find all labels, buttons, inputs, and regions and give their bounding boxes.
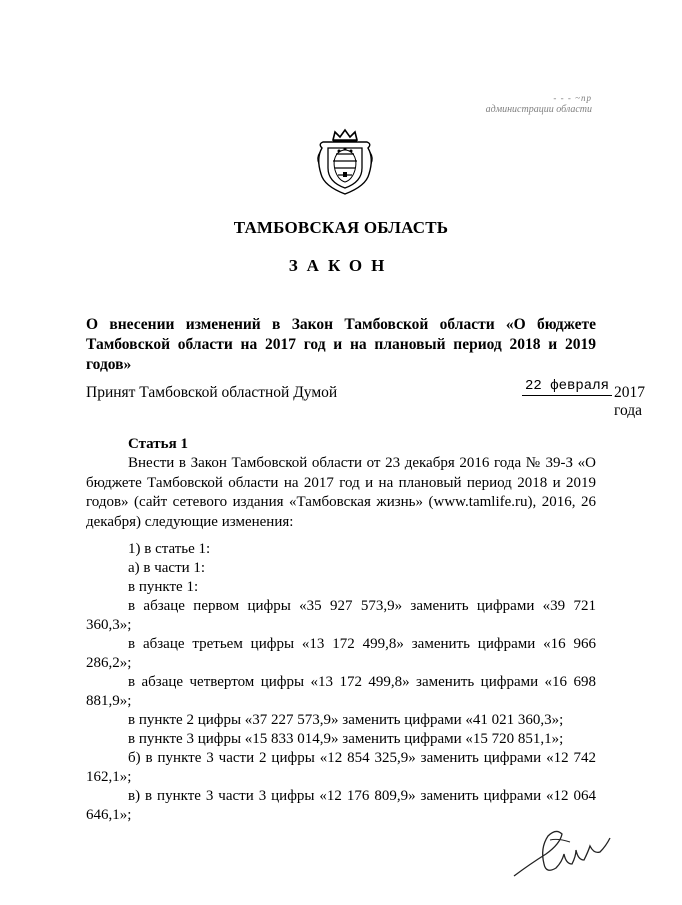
stamp-line-2: администрации области (485, 104, 592, 115)
list-item: б) в пункте 3 части 2 цифры «12 854 325,9» заменить цифрами «12 742 162,1»; (86, 750, 596, 785)
signature-icon (510, 824, 620, 884)
registration-stamp (452, 92, 592, 116)
region-title: ТАМБОВСКАЯ ОБЛАСТЬ (233, 218, 449, 237)
law-subject: О внесении изменений в Закон Тамбовской области «О бюджете Тамбовской области на 2017 год и на плановый период 2018 и 2019 годов» (86, 316, 596, 373)
list-item: в пункте 1: (128, 579, 199, 595)
adoption-date: 22 февраля (522, 378, 612, 396)
list-item: в абзаце первом цифры «35 927 573,9» заменить цифрами «39 721 360,3»; (86, 598, 596, 633)
adoption-line (86, 378, 645, 419)
stamp-line-1: - - - ~пр (553, 93, 592, 103)
list-item: в абзаце четвертом цифры «13 172 499,8» заменить цифрами «16 698 881,9»; (86, 674, 596, 709)
list-item: 1) в статье 1: (128, 541, 211, 557)
list-item: в абзаце третьем цифры «13 172 499,8» заменить цифрами «16 966 286,2»; (86, 636, 596, 671)
list-item: в пункте 2 цифры «37 227 573,9» заменить цифрами «41 021 360,3»; (128, 712, 564, 728)
article-intro: Внести в Закон Тамбовской области от 23 декабря 2016 года № 39-З «О бюджете Тамбовской области на 2017 год и на плановый период 2018 и 2019 годов» (сайт сетевого издания «Тамбовская жизнь» (www.tamlife.ru), 2016, 26 декабря) следующие изменения: (86, 455, 596, 530)
list-item: в) в пункте 3 части 3 цифры «12 176 809,9» заменить цифрами «12 064 646,1»; (86, 788, 596, 823)
list-item: в пункте 3 цифры «15 833 014,9» заменить цифрами «15 720 851,1»; (128, 731, 564, 747)
document-type-title: ЗАКОН (288, 256, 394, 275)
article-1 (86, 436, 596, 532)
coat-of-arms-icon (314, 128, 376, 198)
list-item: а) в части 1: (128, 560, 206, 576)
adoption-year: 2017 года (614, 384, 645, 419)
adopted-by: Принят Тамбовской областной Думой (86, 384, 338, 401)
article-heading: Статья 1 (128, 436, 188, 452)
amendments-list (86, 540, 596, 825)
